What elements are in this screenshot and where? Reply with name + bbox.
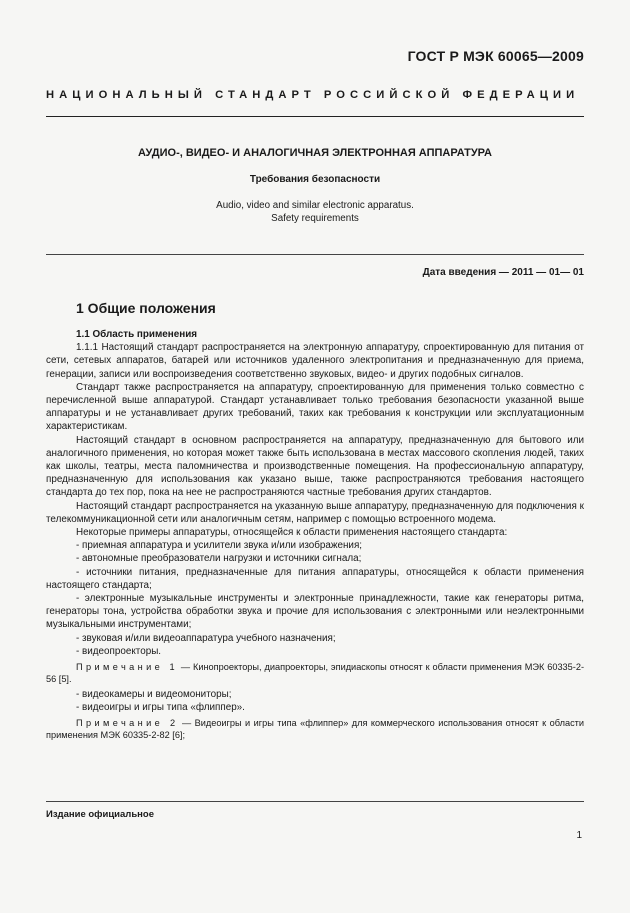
list-item: - видеопроекторы. (76, 645, 162, 657)
list-item: - звуковая и/или видеоаппаратура учебного назначения; (76, 632, 336, 644)
introduction-date: Дата введения — 2011 — 01— 01 (422, 267, 584, 278)
paragraph: Некоторые примеры аппаратуры, относящейся к области применения настоящего стандарта: (76, 527, 508, 539)
paragraph: Стандарт также распространяется на аппаратуру, спроектированную для применения только совместно с перечисленной выше аппаратурой. Стандарт устанавливает только требования безопасности указанной выше аппаратуры и не устанавливает других требований, таких как требования к конструкции или эксплуатационным характеристикам. (46, 381, 584, 433)
title-divider (46, 254, 584, 255)
paragraph: 1.1.1 Настоящий стандарт распространяется на электронную аппаратуру, спроектированную для питания от сети, сетевых аппаратов, батарей или источников удаленного электропитания и предназначенную для приема, генерации, записи или воспроизведения соответственно звуковых, видео- и других подобных сигналов. (46, 342, 584, 380)
paragraph: Настоящий стандарт распространяется на указанную выше аппаратуру, предназначенную для подключения к телекоммуникационной сети или аналогичным сетям, например с помощью встроенного модема. (46, 500, 584, 525)
page-number: 1 (576, 830, 582, 841)
note-1-text: — Кинопроекторы, диапроекторы, эпидиаскопы относят к области применения МЭК 60335-2-56 [5]. (46, 662, 585, 685)
document-subtitle: Требования безопасности (249, 174, 381, 185)
note-2-text: — Видеоигры и игры типа «флиппер» для коммерческого использования относят к области применения МЭК 60335-2-82 [6]; (46, 718, 584, 741)
subsection-heading: 1.1 Область применения (76, 329, 198, 340)
note-2 (46, 717, 584, 741)
section-body (46, 328, 584, 744)
document-title: АУДИО-, ВИДЕО- И АНАЛОГИЧНАЯ ЭЛЕКТРОННАЯ АППАРАТУРА (137, 147, 492, 159)
english-title-line1: Audio, video and similar electronic apparatus. (216, 200, 414, 211)
list-item: - приемная аппаратура и усилители звука и/или изображения; (76, 540, 363, 552)
note-1 (46, 661, 584, 685)
header-divider (46, 116, 584, 117)
note-1-label: Примечание 1 (76, 662, 178, 673)
section-heading: 1 Общие положения (76, 300, 216, 316)
list-item: - видеокамеры и видеомониторы; (76, 689, 232, 701)
note-2-label: Примечание 2 (76, 718, 179, 729)
english-title (46, 200, 584, 225)
standard-code: ГОСТ Р МЭК 60065—2009 (407, 48, 584, 64)
national-standard-banner: НАЦИОНАЛЬНЫЙ СТАНДАРТ РОССИЙСКОЙ ФЕДЕРАЦИИ (46, 89, 580, 101)
list-item: - электронные музыкальные инструменты и электронные принадлежности, такие как генераторы ритма, генераторы тона, устройства обработки звука и прочие для использования с электронными или неэлектронными музыкальными инструментами; (46, 593, 584, 631)
english-title-line2: Safety requirements (271, 212, 359, 224)
list-item: - источники питания, предназначенные для питания аппаратуры, относящейся к области применения настоящего стандарта; (46, 566, 584, 591)
official-edition-label: Издание официальное (46, 809, 154, 820)
paragraph: Настоящий стандарт в основном распространяется на аппаратуру, предназначенную для бытового или аналогичного применения, но которая может также быть использована в местах массового скопления людей, таких как школы, театры, места паломничества и производственные помещения. На профессиональную аппаратуру, предназначенную для использования как указано выше, также распространяются требования настоящего стандарта до тех пор, пока на нее не распространяются частные требования других стандартов. (46, 434, 584, 499)
list-item: - видеоигры и игры типа «флиппер». (76, 702, 245, 714)
footer-divider (46, 801, 584, 802)
list-item: - автономные преобразователи нагрузки и источники сигнала; (76, 553, 362, 565)
